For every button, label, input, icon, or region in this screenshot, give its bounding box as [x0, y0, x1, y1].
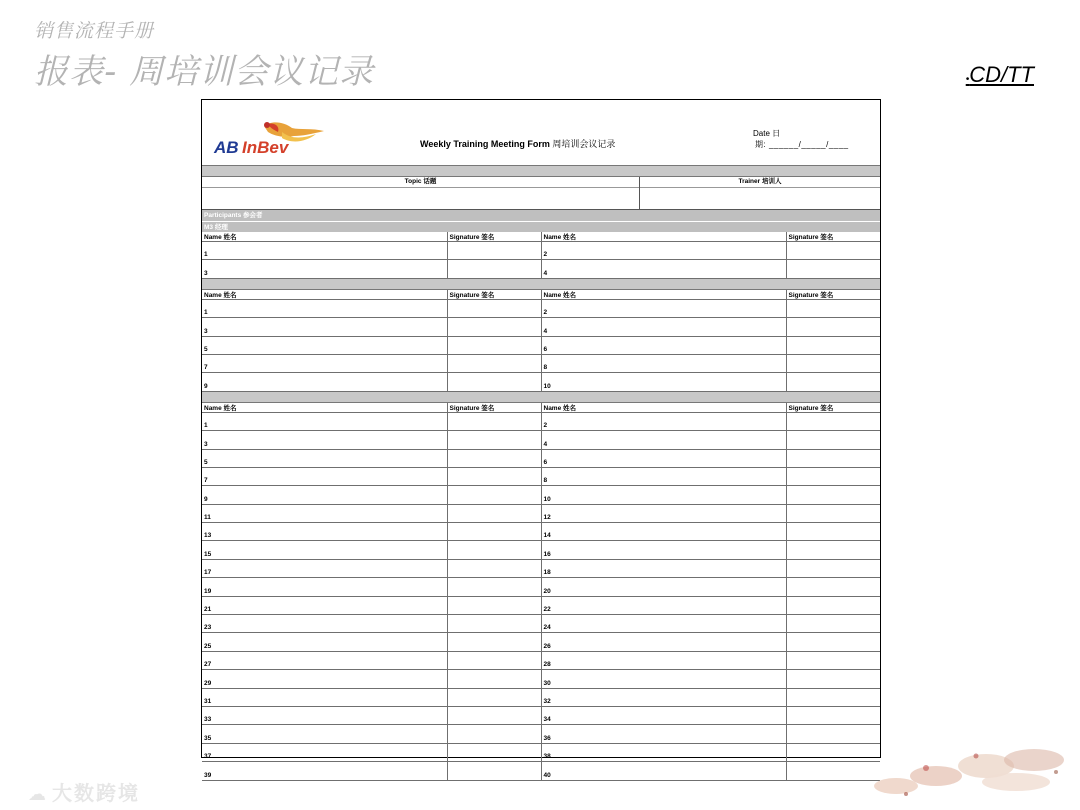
participant-signature-cell[interactable] — [447, 706, 541, 724]
table-row — [202, 762, 880, 780]
form-title — [420, 137, 615, 150]
participant-name-cell[interactable]: 18 — [541, 559, 786, 577]
signature-column-header: Signature 签名 — [786, 290, 880, 300]
name-column-header: Name 姓名 — [541, 232, 786, 242]
table-header-row — [202, 403, 880, 413]
table-row — [202, 688, 880, 706]
table-row — [202, 431, 880, 449]
document-code — [966, 62, 1034, 88]
document-code-text: CD/TT — [969, 62, 1034, 87]
participant-name-cell[interactable]: 30 — [541, 670, 786, 688]
participant-signature-cell[interactable] — [786, 615, 880, 633]
participant-name-cell[interactable]: 20 — [541, 578, 786, 596]
name-column-header: Name 姓名 — [541, 403, 786, 413]
participant-signature-cell[interactable] — [447, 688, 541, 706]
participant-name-cell[interactable]: 13 — [202, 523, 447, 541]
slide-subtitle: 销售流程手册 — [34, 20, 155, 42]
participant-signature-cell[interactable] — [786, 260, 880, 278]
table-row — [202, 596, 880, 614]
header-divider-bar — [202, 165, 880, 177]
participant-name-cell[interactable]: 8 — [541, 467, 786, 485]
participant-name-cell[interactable]: 21 — [202, 596, 447, 614]
table-row — [202, 299, 880, 317]
signature-column-header: Signature 签名 — [447, 290, 541, 300]
cloud-chat-icon: ☁ — [28, 784, 48, 805]
training-form — [201, 99, 881, 779]
table-row — [202, 412, 880, 430]
svg-text:InBev: InBev — [242, 138, 289, 157]
table-row — [202, 449, 880, 467]
topic-trainer-row — [202, 177, 880, 210]
participant-signature-cell[interactable] — [447, 299, 541, 317]
topic-cell[interactable] — [202, 177, 640, 209]
participant-name-cell[interactable]: 24 — [541, 615, 786, 633]
participant-signature-cell[interactable] — [447, 578, 541, 596]
participant-name-cell[interactable]: 3 — [202, 318, 447, 336]
participant-signature-cell[interactable] — [447, 523, 541, 541]
participant-signature-cell[interactable] — [447, 670, 541, 688]
participant-signature-cell[interactable] — [447, 633, 541, 651]
participant-signature-cell[interactable] — [447, 651, 541, 669]
date-field[interactable]: 期: ______/_____/____ — [755, 140, 849, 149]
participant-signature-cell[interactable] — [786, 651, 880, 669]
participant-name-cell[interactable]: 7 — [202, 354, 447, 372]
participant-table — [202, 290, 880, 392]
participant-name-cell[interactable]: 19 — [202, 578, 447, 596]
participant-name-cell[interactable]: 4 — [541, 260, 786, 278]
participant-signature-cell[interactable] — [786, 449, 880, 467]
participant-name-cell[interactable]: 26 — [541, 633, 786, 651]
participant-name-cell[interactable]: 32 — [541, 688, 786, 706]
table-row — [202, 260, 880, 278]
table-row — [202, 373, 880, 391]
participant-signature-cell[interactable] — [447, 743, 541, 761]
table-row — [202, 651, 880, 669]
form-header — [202, 100, 880, 165]
participant-name-cell[interactable]: 40 — [541, 762, 786, 780]
watermark — [28, 777, 140, 806]
participant-signature-cell[interactable] — [447, 373, 541, 391]
table-row — [202, 242, 880, 260]
participant-signature-cell[interactable] — [786, 486, 880, 504]
table-row — [202, 336, 880, 354]
table-row — [202, 541, 880, 559]
participant-name-cell[interactable]: 2 — [541, 242, 786, 260]
participant-name-cell[interactable]: 31 — [202, 688, 447, 706]
participant-name-cell[interactable]: 6 — [541, 336, 786, 354]
code-bullet: • — [965, 74, 970, 85]
participant-name-cell[interactable]: 2 — [541, 299, 786, 317]
table-row — [202, 467, 880, 485]
participant-signature-cell[interactable] — [786, 467, 880, 485]
table-row — [202, 486, 880, 504]
participant-signature-cell[interactable] — [786, 354, 880, 372]
participant-name-cell[interactable]: 12 — [541, 504, 786, 522]
table-row — [202, 559, 880, 577]
participant-signature-cell[interactable] — [786, 670, 880, 688]
participant-signature-cell[interactable] — [447, 354, 541, 372]
participant-signature-cell[interactable] — [786, 596, 880, 614]
participant-name-cell[interactable]: 15 — [202, 541, 447, 559]
table-row — [202, 578, 880, 596]
participant-name-cell[interactable]: 11 — [202, 504, 447, 522]
participant-name-cell[interactable]: 33 — [202, 706, 447, 724]
participant-name-cell[interactable]: 3 — [202, 431, 447, 449]
signature-column-header: Signature 签名 — [786, 403, 880, 413]
signature-column-header: Signature 签名 — [786, 232, 880, 242]
participant-signature-cell[interactable] — [786, 373, 880, 391]
participant-signature-cell[interactable] — [447, 762, 541, 780]
participants-label: Participants 参会者 — [202, 210, 880, 221]
participant-name-cell[interactable]: 38 — [541, 743, 786, 761]
participant-name-cell[interactable]: 9 — [202, 486, 447, 504]
trainer-label: Trainer 培训人 — [640, 177, 880, 188]
watermark-text: 大数跨境 — [52, 781, 140, 805]
table-row — [202, 633, 880, 651]
participant-signature-cell[interactable] — [786, 541, 880, 559]
participant-name-cell[interactable]: 27 — [202, 651, 447, 669]
participant-signature-cell[interactable] — [786, 504, 880, 522]
table-row — [202, 354, 880, 372]
participant-signature-cell[interactable] — [447, 260, 541, 278]
table-row — [202, 706, 880, 724]
participant-name-cell[interactable]: 8 — [541, 354, 786, 372]
participant-signature-cell[interactable] — [447, 615, 541, 633]
participant-signature-cell[interactable] — [447, 336, 541, 354]
participant-name-cell[interactable]: 5 — [202, 336, 447, 354]
participant-name-cell[interactable]: 10 — [541, 486, 786, 504]
participant-signature-cell[interactable] — [447, 504, 541, 522]
table-row — [202, 504, 880, 522]
participant-table — [202, 232, 880, 279]
participant-signature-cell[interactable] — [447, 467, 541, 485]
table-row — [202, 318, 880, 336]
signature-column-header: Signature 签名 — [447, 403, 541, 413]
group-label: M3 经理 — [202, 221, 880, 232]
participant-name-cell[interactable]: 16 — [541, 541, 786, 559]
participant-name-cell[interactable]: 35 — [202, 725, 447, 743]
participant-name-cell[interactable]: 39 — [202, 762, 447, 780]
name-column-header: Name 姓名 — [541, 290, 786, 300]
date-label: Date 日 — [753, 129, 781, 138]
participant-signature-cell[interactable] — [786, 318, 880, 336]
name-column-header: Name 姓名 — [202, 403, 447, 413]
table-row — [202, 615, 880, 633]
participant-signature-cell[interactable] — [447, 449, 541, 467]
table-row — [202, 670, 880, 688]
participant-name-cell[interactable]: 23 — [202, 615, 447, 633]
form-title-en: Weekly Training Meeting Form — [420, 139, 550, 149]
participant-name-cell[interactable]: 10 — [541, 373, 786, 391]
participant-name-cell[interactable]: 1 — [202, 299, 447, 317]
participant-name-cell[interactable]: 37 — [202, 743, 447, 761]
participant-signature-cell[interactable] — [786, 523, 880, 541]
form-title-cn: 周培训会议记录 — [552, 139, 616, 149]
participant-name-cell[interactable]: 17 — [202, 559, 447, 577]
participant-name-cell[interactable]: 14 — [541, 523, 786, 541]
name-column-header: Name 姓名 — [202, 290, 447, 300]
participant-name-cell[interactable]: 4 — [541, 318, 786, 336]
participant-name-cell[interactable]: 7 — [202, 467, 447, 485]
participant-signature-cell[interactable] — [786, 559, 880, 577]
table-row — [202, 523, 880, 541]
slide-title: 报表- 周培训会议记录 — [34, 52, 375, 92]
table-header-row — [202, 290, 880, 300]
participant-signature-cell[interactable] — [447, 318, 541, 336]
participant-signature-cell[interactable] — [447, 596, 541, 614]
participant-signature-cell[interactable] — [447, 541, 541, 559]
abinbev-logo — [212, 118, 332, 158]
name-column-header: Name 姓名 — [202, 232, 447, 242]
section-separator — [202, 392, 880, 403]
participant-name-cell[interactable]: 3 — [202, 260, 447, 278]
participant-name-cell[interactable]: 1 — [202, 412, 447, 430]
participant-signature-cell[interactable] — [447, 486, 541, 504]
participant-name-cell[interactable]: 9 — [202, 373, 447, 391]
table-header-row — [202, 232, 880, 242]
trainer-cell[interactable] — [640, 177, 880, 209]
topic-label: Topic 话题 — [202, 177, 639, 188]
participant-table — [202, 403, 880, 781]
signature-column-header: Signature 签名 — [447, 232, 541, 242]
participant-signature-cell[interactable] — [447, 559, 541, 577]
participant-signature-cell[interactable] — [786, 578, 880, 596]
participant-name-cell[interactable]: 6 — [541, 449, 786, 467]
participant-name-cell[interactable]: 29 — [202, 670, 447, 688]
participant-name-cell[interactable]: 25 — [202, 633, 447, 651]
participant-name-cell[interactable]: 1 — [202, 242, 447, 260]
participant-name-cell[interactable]: 34 — [541, 706, 786, 724]
participant-signature-cell[interactable] — [786, 242, 880, 260]
participant-name-cell[interactable]: 36 — [541, 725, 786, 743]
participant-name-cell[interactable]: 22 — [541, 596, 786, 614]
participant-signature-cell[interactable] — [447, 725, 541, 743]
svg-text:AB: AB — [214, 138, 239, 157]
participant-signature-cell[interactable] — [786, 299, 880, 317]
participant-signature-cell[interactable] — [786, 336, 880, 354]
participant-signature-cell[interactable] — [447, 242, 541, 260]
participant-signature-cell[interactable] — [786, 688, 880, 706]
participant-sections — [202, 232, 880, 781]
participant-signature-cell[interactable] — [786, 431, 880, 449]
participant-name-cell[interactable]: 5 — [202, 449, 447, 467]
participant-signature-cell[interactable] — [447, 431, 541, 449]
participant-signature-cell[interactable] — [786, 633, 880, 651]
table-row — [202, 743, 880, 761]
participant-signature-cell[interactable] — [786, 412, 880, 430]
section-separator — [202, 279, 880, 290]
participant-name-cell[interactable]: 28 — [541, 651, 786, 669]
decorative-splash-graphic — [866, 738, 1076, 804]
table-row — [202, 725, 880, 743]
participant-signature-cell[interactable] — [447, 412, 541, 430]
participant-signature-cell[interactable] — [786, 706, 880, 724]
participant-name-cell[interactable]: 4 — [541, 431, 786, 449]
participant-name-cell[interactable]: 2 — [541, 412, 786, 430]
